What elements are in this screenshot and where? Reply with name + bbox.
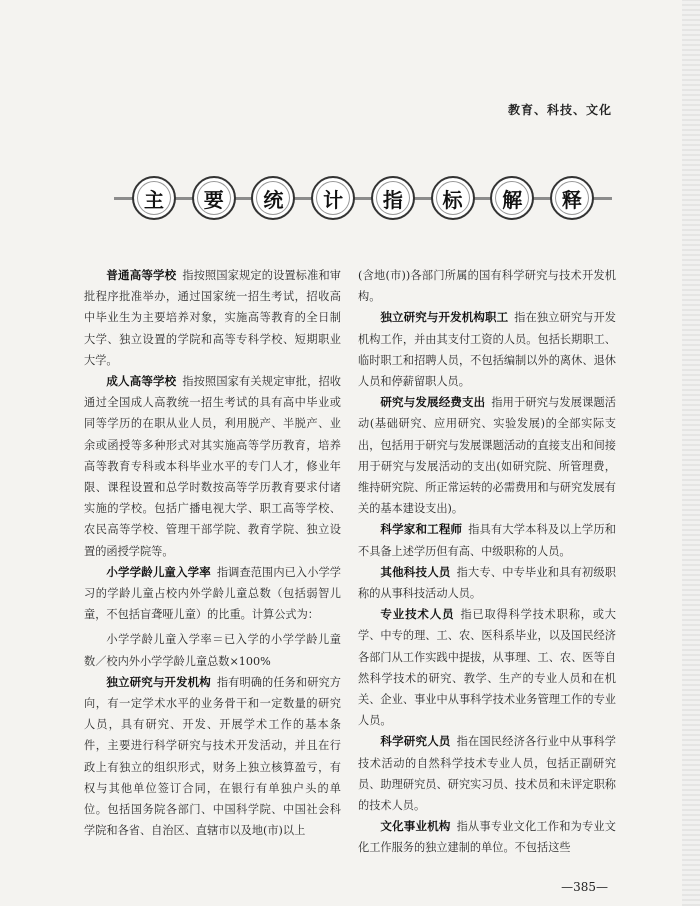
definition-text: 指在独立研究与开发机构工作，并由其支付工资的人员。包括长期职工、临时职工和招聘人员，不包括编制以外的离休、退休人员和停薪留职人员。 [358, 311, 616, 389]
definition-term: 科学家和工程师 [380, 522, 463, 537]
definition-text: 小学学龄儿童入学率＝已入学的小学学龄儿童数／校内外小学学龄儿童总数×100% [84, 633, 341, 668]
scan-edge [682, 0, 700, 906]
title-char: 解 [490, 176, 534, 220]
definition-term: 专业技术人员 [380, 607, 455, 622]
section-header: 教育、科技、文化 [507, 103, 612, 117]
section-title [114, 175, 612, 221]
definition-term: 成人高等学校 [106, 374, 177, 389]
definition-text: 指大专、中专毕业和具有初级职称的从事科技活动人员。 [358, 565, 616, 601]
title-char: 统 [251, 176, 295, 220]
definition-paragraph [358, 562, 616, 604]
title-char: 计 [311, 176, 355, 220]
definition-paragraph [358, 519, 616, 561]
title-char: 主 [132, 176, 176, 220]
definition-paragraph [358, 604, 616, 731]
page-number: —385— [561, 880, 608, 894]
title-chars [114, 175, 612, 221]
definition-term: 独立研究与开发机构 [106, 674, 211, 689]
definition-term: 独立研究与开发机构职工 [380, 310, 509, 325]
definition-paragraph [84, 265, 341, 371]
left-column [84, 265, 341, 841]
definition-text: 指用于研究与发展课题活动(基础研究、应用研究、实验发展)的全部实际支出，包括用于研究与发展课题活动的直接支出和间接用于研究与发展活动的支出(如研究院、所管理费，维持研究院、所正常运转的必需费用和与研究发展有关的基本建设支出)。 [358, 396, 616, 516]
definition-text: 指在国民经济各行业中从事科学技术活动的自然科学技术专业人员，包括正副研究员、助理研究员、研究实习员、技术员和未评定职称的技术人员。 [358, 735, 616, 813]
title-char: 指 [371, 176, 415, 220]
right-column [358, 265, 616, 859]
definition-paragraph [84, 672, 341, 842]
definition-term: 文化事业机构 [380, 819, 451, 834]
definition-term: 其他科技人员 [380, 564, 451, 579]
definition-term: 科学研究人员 [380, 734, 451, 749]
definition-text: 指调查范围内已入小学学习的学龄儿童占校内外学龄儿童总数（包括弱智儿童，不包括盲聋哑儿童）的比重。计算公式为： [84, 565, 341, 622]
definition-paragraph [358, 265, 616, 307]
definition-paragraph [84, 371, 341, 562]
definition-text: 指按照国家规定的设置标准和审批程序批准举办，通过国家统一招生考试，招收高中毕业生为主要培养对象，实施高等教育的全日制大学、独立设置的学院和高等专科学校、短期职业大学。 [84, 269, 341, 367]
definition-text: 指已取得科学技术职称，或大学、中专的理、工、农、医科系毕业，以及国民经济各部门从工作实践中提拔，从事理、工、农、医等自然科学技术的研究、教学、生产的专业人员和在机关、企业、事业中从事科学技术业务管理工作的专业人员。 [358, 608, 616, 728]
definition-text: 指按照国家有关规定审批，招收通过全国成人高教统一招生考试的具有高中毕业或同等学历的在职从业人员，利用脱产、半脱产、业余或函授等多种形式对其实施高等学历教育，培养高等教育专科或本科毕业水平的专门人才，修业年限、课程设置和总学时数按高等学历教育要求付诸实施的学校。包括广播电视大学、职工高等学校、农民高等学校、管理干部学院、教育学院、独立设置的函授学院等。 [84, 375, 341, 558]
definition-term: 小学学龄儿童入学率 [106, 564, 211, 579]
title-char: 要 [192, 176, 236, 220]
title-char: 标 [431, 176, 475, 220]
definition-paragraph [84, 562, 341, 626]
definition-text: 指从事专业文化工作和为专业文化工作服务的独立建制的单位。不包括这些 [358, 820, 616, 855]
definition-text: 指有明确的任务和研究方向，有一定学术水平的业务骨干和一定数量的研究人员，具有研究、开发、开展学术工作的基本条件，主要进行科学研究与技术开发活动，并且在行政上有独立的组织形式，财务上独立核算盈亏，有权与其他单位签订合同，在银行有单独户头的单位。包括国务院各部门、中国科学院、中国社会科学院和各省、自治区、直辖市以及地(市)以上 [84, 675, 341, 838]
definition-term: 普通高等学校 [106, 268, 177, 282]
definition-paragraph [358, 731, 616, 816]
title-char: 释 [550, 176, 594, 220]
definition-text: (含地(市))各部门所属的国有科学研究与技术开发机构。 [358, 269, 616, 304]
definition-paragraph [358, 392, 616, 519]
definition-paragraph [358, 816, 616, 858]
definition-term: 研究与发展经费支出 [380, 395, 486, 410]
definition-paragraph [358, 307, 616, 392]
definition-text: 指具有大学本科及以上学历和不具备上述学历但有高、中级职称的人员。 [358, 523, 616, 558]
definition-paragraph [84, 629, 341, 671]
